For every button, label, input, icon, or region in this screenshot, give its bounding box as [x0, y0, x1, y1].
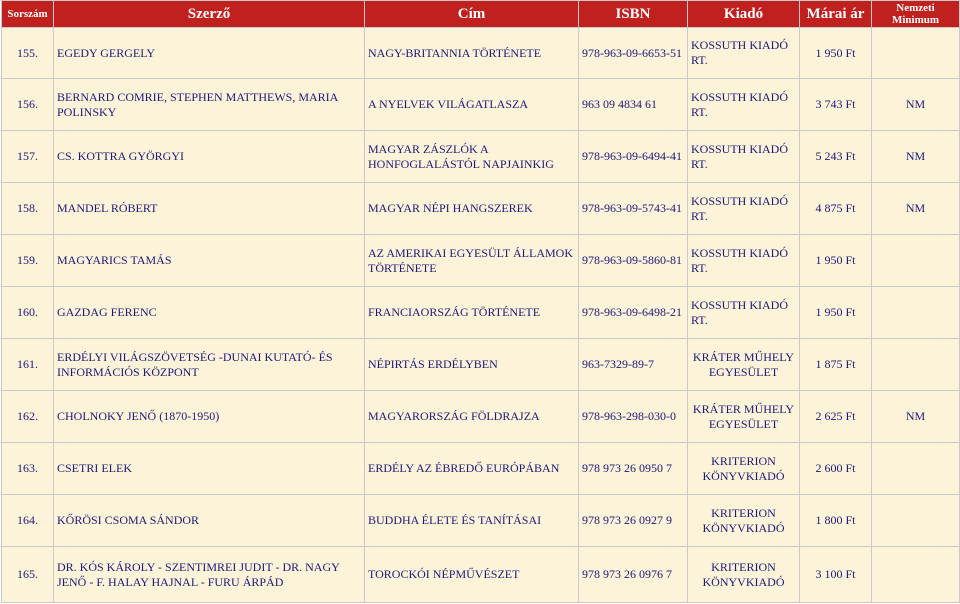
- table-row: [2, 547, 960, 603]
- row-nm: NM: [872, 131, 960, 183]
- row-isbn: 978-963-09-5743-41: [579, 183, 688, 235]
- row-publisher: KRÁTER MŰHELY EGYESÜLET: [688, 339, 800, 391]
- row-nm: [872, 28, 960, 79]
- row-nm: [872, 287, 960, 339]
- row-isbn: 978 973 26 0927 9: [579, 495, 688, 547]
- row-price: 2 600 Ft: [800, 443, 872, 495]
- table-row: [2, 287, 960, 339]
- row-title: AZ AMERIKAI EGYESÜLT ÁLLAMOK TÖRTÉNETE: [365, 235, 579, 287]
- header-row: [2, 1, 960, 28]
- row-price: 1 950 Ft: [800, 28, 872, 79]
- table-row: [2, 131, 960, 183]
- row-number: 156.: [2, 79, 54, 131]
- row-nm: NM: [872, 183, 960, 235]
- row-author: GAZDAG FERENC: [54, 287, 365, 339]
- row-price: 3 100 Ft: [800, 547, 872, 603]
- row-isbn: 978-963-09-6494-41: [579, 131, 688, 183]
- row-number: 160.: [2, 287, 54, 339]
- row-publisher: KOSSUTH KIADÓ RT.: [688, 235, 800, 287]
- row-number: 162.: [2, 391, 54, 443]
- table-row: [2, 79, 960, 131]
- table-row: [2, 443, 960, 495]
- header-kiado: Kiadó: [688, 1, 800, 28]
- row-nm: [872, 339, 960, 391]
- row-author: EGEDY GERGELY: [54, 28, 365, 79]
- row-price: 2 625 Ft: [800, 391, 872, 443]
- row-author: ERDÉLYI VILÁGSZÖVETSÉG -DUNAI KUTATÓ- ÉS INFORMÁCIÓS KÖZPONT: [54, 339, 365, 391]
- row-author: CS. KOTTRA GYÖRGYI: [54, 131, 365, 183]
- row-title: A NYELVEK VILÁGATLASZA: [365, 79, 579, 131]
- header-isbn: ISBN: [579, 1, 688, 28]
- row-price: 5 243 Ft: [800, 131, 872, 183]
- row-title: TOROCKÓI NÉPMŰVÉSZET: [365, 547, 579, 603]
- row-nm: [872, 235, 960, 287]
- row-title: MAGYARORSZÁG FÖLDRAJZA: [365, 391, 579, 443]
- row-author: MAGYARICS TAMÁS: [54, 235, 365, 287]
- row-publisher: KRÁTER MŰHELY EGYESÜLET: [688, 391, 800, 443]
- header-marai-ar: Márai ár: [800, 1, 872, 28]
- row-price: 1 950 Ft: [800, 287, 872, 339]
- row-title: MAGYAR ZÁSZLÓK A HONFOGLALÁSTÓL NAPJAINKIG: [365, 131, 579, 183]
- row-number: 163.: [2, 443, 54, 495]
- row-price: 1 950 Ft: [800, 235, 872, 287]
- row-isbn: 978-963-09-5860-81: [579, 235, 688, 287]
- row-isbn: 978-963-298-030-0: [579, 391, 688, 443]
- row-title: BUDDHA ÉLETE ÉS TANÍTÁSAI: [365, 495, 579, 547]
- row-nm: [872, 547, 960, 603]
- row-isbn: 978-963-09-6653-51: [579, 28, 688, 79]
- row-price: 1 800 Ft: [800, 495, 872, 547]
- row-title: MAGYAR NÉPI HANGSZEREK: [365, 183, 579, 235]
- row-author: KŐRÖSI CSOMA SÁNDOR: [54, 495, 365, 547]
- row-author: MANDEL RÓBERT: [54, 183, 365, 235]
- row-author: DR. KÓS KÁROLY - SZENTIMREI JUDIT - DR. NAGY JENŐ - F. HALAY HAJNAL - FURU ÁRPÁD: [54, 547, 365, 603]
- row-publisher: KOSSUTH KIADÓ RT.: [688, 131, 800, 183]
- row-nm: NM: [872, 391, 960, 443]
- table-row: [2, 495, 960, 547]
- row-number: 161.: [2, 339, 54, 391]
- table-row: [2, 28, 960, 79]
- row-isbn: 963 09 4834 61: [579, 79, 688, 131]
- row-nm: NM: [872, 79, 960, 131]
- row-number: 165.: [2, 547, 54, 603]
- row-author: BERNARD COMRIE, STEPHEN MATTHEWS, MARIA POLINSKY: [54, 79, 365, 131]
- table-row: [2, 235, 960, 287]
- row-publisher: KRITERION KÖNYVKIADÓ: [688, 547, 800, 603]
- row-title: NÉPIRTÁS ERDÉLYBEN: [365, 339, 579, 391]
- table-row: [2, 339, 960, 391]
- row-publisher: KOSSUTH KIADÓ RT.: [688, 79, 800, 131]
- row-number: 155.: [2, 28, 54, 79]
- header-nemzeti-minimum: Nemzeti Minimum: [872, 1, 960, 28]
- row-number: 159.: [2, 235, 54, 287]
- row-price: 4 875 Ft: [800, 183, 872, 235]
- header-sorszam: Sorszám: [2, 1, 54, 28]
- row-isbn: 978 973 26 0976 7: [579, 547, 688, 603]
- row-price: 1 875 Ft: [800, 339, 872, 391]
- row-number: 157.: [2, 131, 54, 183]
- row-nm: [872, 443, 960, 495]
- row-isbn: 963-7329-89-7: [579, 339, 688, 391]
- row-price: 3 743 Ft: [800, 79, 872, 131]
- row-isbn: 978-963-09-6498-21: [579, 287, 688, 339]
- row-title: FRANCIAORSZÁG TÖRTÉNETE: [365, 287, 579, 339]
- row-publisher: KOSSUTH KIADÓ RT.: [688, 183, 800, 235]
- header-cim: Cím: [365, 1, 579, 28]
- header-szerzo: Szerző: [54, 1, 365, 28]
- row-title: ERDÉLY AZ ÉBREDŐ EURÓPÁBAN: [365, 443, 579, 495]
- row-nm: [872, 495, 960, 547]
- row-title: NAGY-BRITANNIA TÖRTÉNETE: [365, 28, 579, 79]
- row-publisher: KRITERION KÖNYVKIADÓ: [688, 443, 800, 495]
- row-number: 164.: [2, 495, 54, 547]
- table-row: [2, 183, 960, 235]
- table-row: [2, 391, 960, 443]
- row-publisher: KRITERION KÖNYVKIADÓ: [688, 495, 800, 547]
- row-isbn: 978 973 26 0950 7: [579, 443, 688, 495]
- row-author: CHOLNOKY JENŐ (1870-1950): [54, 391, 365, 443]
- row-publisher: KOSSUTH KIADÓ RT.: [688, 287, 800, 339]
- row-number: 158.: [2, 183, 54, 235]
- book-price-table: [1, 0, 960, 603]
- row-publisher: KOSSUTH KIADÓ RT.: [688, 28, 800, 79]
- row-author: CSETRI ELEK: [54, 443, 365, 495]
